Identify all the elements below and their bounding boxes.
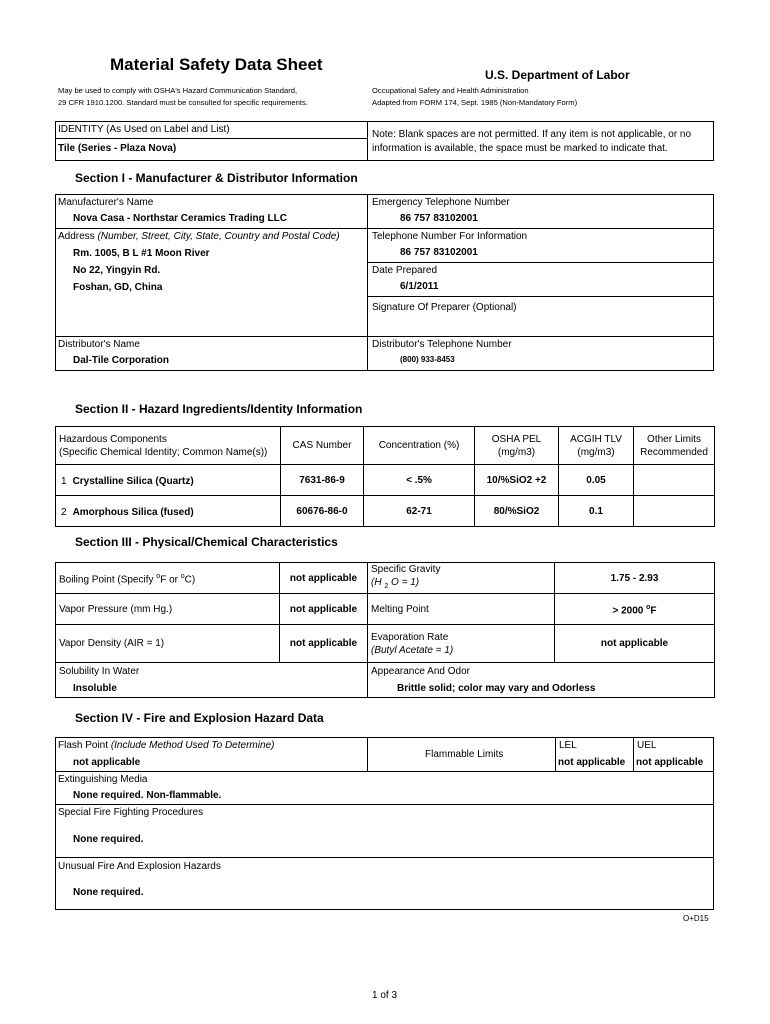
ingredient-osha: 80/%SiO2 xyxy=(475,496,559,527)
info-phone-value: 86 757 83102001 xyxy=(400,247,478,258)
col-concentration: Concentration (%) xyxy=(364,427,475,465)
specific-gravity-label: Specific Gravity (H $_2$ O = 1) xyxy=(368,563,555,594)
uel-value: not applicable xyxy=(636,757,704,768)
col-cas-number: CAS Number xyxy=(281,427,364,465)
unusual-hazards-label: Unusual Fire And Explosion Hazards xyxy=(58,861,221,872)
vapor-density-value: not applicable xyxy=(280,625,368,663)
flash-point-value: not applicable xyxy=(73,757,141,768)
table-row xyxy=(56,465,715,496)
table-row xyxy=(56,663,715,698)
col-osha-pel: OSHA PEL (mg/m3) xyxy=(475,427,559,465)
solubility-cell: Solubility In Water Insoluble xyxy=(56,663,368,698)
vapor-pressure-label: Vapor Pressure (mm Hg.) xyxy=(56,594,280,625)
address-line-2: No 22, Yingyin Rd. xyxy=(73,265,161,276)
agency-name: Occupational Safety and Health Administration xyxy=(372,86,529,95)
table-row xyxy=(56,594,715,625)
ingredient-name: 2 Amorphous Silica (fused) xyxy=(56,496,281,527)
ingredient-acgih: 0.05 xyxy=(559,465,634,496)
ingredient-osha: 10/%SiO2 +2 xyxy=(475,465,559,496)
emergency-phone-label: Emergency Telephone Number xyxy=(372,197,510,208)
address-line-1: Rm. 1005, B L #1 Moon River xyxy=(73,248,210,259)
ingredient-other xyxy=(634,496,715,527)
page-number: 1 of 3 xyxy=(372,990,398,1001)
boiling-point-value: not applicable xyxy=(280,563,368,594)
adapted-from: Adapted from FORM 174, Sept. 1985 (Non-Mandatory Form) xyxy=(372,98,578,107)
physical-table xyxy=(55,562,715,698)
section-1-title: Section I - Manufacturer & Distributor Information xyxy=(75,171,358,185)
table-row xyxy=(56,563,715,594)
col-other-limits: Other Limits Recommended xyxy=(634,427,715,465)
melting-point-label: Melting Point xyxy=(368,594,555,625)
section-4-title: Section IV - Fire and Explosion Hazard Data xyxy=(75,711,324,725)
lel-value: not applicable xyxy=(558,757,626,768)
specific-gravity-value: 1.75 - 2.93 xyxy=(555,563,715,594)
special-procedures-value: None required. xyxy=(73,834,144,845)
melting-point-value: > 2000 $^o$F xyxy=(555,594,715,625)
lel-label: LEL xyxy=(559,740,577,751)
section-3-title: Section III - Physical/Chemical Characteristics xyxy=(75,535,338,549)
distributor-label: Distributor's Name xyxy=(58,339,140,350)
flammable-limits-label: Flammable Limits xyxy=(425,749,504,760)
ingredient-name: 1 Crystalline Silica (Quartz) xyxy=(56,465,281,496)
date-prepared-label: Date Prepared xyxy=(372,265,438,276)
ingredient-concentration: 62-71 xyxy=(364,496,475,527)
section-2-title: Section II - Hazard Ingredients/Identity Information xyxy=(75,402,363,416)
uel-label: UEL xyxy=(637,740,657,751)
vapor-density-label: Vapor Density (AIR = 1) xyxy=(56,625,280,663)
ingredient-cas: 60676-86-0 xyxy=(281,496,364,527)
comply-line-2: 29 CFR 1910.1200. Standard must be consulted for specific requirements. xyxy=(58,98,308,107)
unusual-hazards-value: None required. xyxy=(73,887,144,898)
boiling-point-label: Boiling Point (Specify $^o$F or $^o$C) xyxy=(56,563,280,594)
distributor-phone-label: Distributor's Telephone Number xyxy=(372,339,512,350)
ingredients-header-row xyxy=(56,427,715,465)
identity-label: IDENTITY (As Used on Label and List) xyxy=(58,124,230,135)
extinguishing-media-value: None required. Non-flammable. xyxy=(73,790,222,801)
note-line-1: Note: Blank spaces are not permitted. If any item is not applicable, or no xyxy=(372,129,692,140)
extinguishing-media-label: Extinguishing Media xyxy=(58,774,148,785)
ingredient-concentration: < .5% xyxy=(364,465,475,496)
table-row xyxy=(56,496,715,527)
evaporation-rate-label: Evaporation Rate (Butyl Acetate = 1) xyxy=(368,625,555,663)
document-title: Material Safety Data Sheet xyxy=(110,55,323,74)
form-code: O+D15 xyxy=(683,914,709,923)
signature-label: Signature Of Preparer (Optional) xyxy=(372,302,517,313)
info-phone-label: Telephone Number For Information xyxy=(372,231,528,242)
manufacturer-value: Nova Casa - Northstar Ceramics Trading LLC xyxy=(73,213,287,224)
ingredient-other xyxy=(634,465,715,496)
identity-value: Tile (Series - Plaza Nova) xyxy=(58,143,177,154)
col-hazardous-components: Hazardous Components (Specific Chemical Identity; Common Name(s)) xyxy=(56,427,281,465)
comply-line-1: May be used to comply with OSHA's Hazard Communication Standard, xyxy=(58,86,298,95)
col-acgih-tlv: ACGIH TLV (mg/m3) xyxy=(559,427,634,465)
note-line-2: information is available, the space must be marked to indicate that. xyxy=(372,143,668,154)
department-name: U.S. Department of Labor xyxy=(485,68,630,82)
address-label: Address (Number, Street, City, State, Country and Postal Code) xyxy=(58,231,340,242)
ingredient-cas: 7631-86-9 xyxy=(281,465,364,496)
manufacturer-label: Manufacturer's Name xyxy=(58,197,154,208)
address-line-3: Foshan, GD, China xyxy=(73,282,163,293)
emergency-phone-value: 86 757 83102001 xyxy=(400,213,478,224)
flash-point-label: Flash Point (Include Method Used To Determine) xyxy=(58,740,275,751)
date-prepared-value: 6/1/2011 xyxy=(400,281,439,292)
ingredients-table xyxy=(55,426,715,527)
distributor-phone-value: (800) 933-8453 xyxy=(400,355,455,364)
table-row xyxy=(56,625,715,663)
appearance-cell: Appearance And Odor Brittle solid; color may vary and Odorless xyxy=(368,663,715,698)
special-procedures-label: Special Fire Fighting Procedures xyxy=(58,807,204,818)
evaporation-rate-value: not applicable xyxy=(555,625,715,663)
distributor-value: Dal-Tile Corporation xyxy=(73,355,169,366)
vapor-pressure-value: not applicable xyxy=(280,594,368,625)
ingredient-acgih: 0.1 xyxy=(559,496,634,527)
